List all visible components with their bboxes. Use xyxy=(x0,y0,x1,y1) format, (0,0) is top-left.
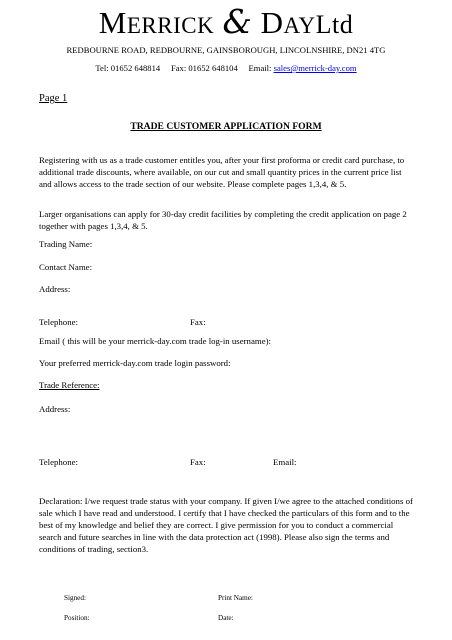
company-logo xyxy=(0,4,452,44)
logo-text: ERRICK xyxy=(126,13,215,38)
logo-letter: D xyxy=(260,5,284,40)
date-label: Date: xyxy=(218,614,234,622)
intro-paragraph: Registering with us as a trade customer entitles you, after your first proforma or credit card purchase, to additional trade discounts, where available, on our cut and small quantity prices in the current price list and allows access to the trade section of our website. Please complete pages 1,3,4, & 5. xyxy=(39,155,405,189)
credit-paragraph: Larger organisations can apply for 30-day credit facilities by completing the credit application on page 2 together with pages 1,3,4, & 5. xyxy=(39,209,407,231)
form-title: TRADE CUSTOMER APPLICATION FORM xyxy=(130,121,322,132)
position-label: Position: xyxy=(64,614,90,622)
email-label: Email: xyxy=(248,63,272,73)
telephone-label: Telephone: xyxy=(39,317,78,327)
signed-label: Signed: xyxy=(64,594,86,602)
company-contact-line xyxy=(0,63,452,73)
telephone-number: Tel: 01652 648814 xyxy=(95,63,161,73)
reference-email-label: Email: xyxy=(273,457,297,467)
contact-name-label: Contact Name: xyxy=(39,262,93,272)
logo-ampersand: & xyxy=(222,2,253,41)
logo-text: AY xyxy=(283,13,316,38)
logo-letter: M xyxy=(98,5,127,40)
trading-name-label: Trading Name: xyxy=(39,239,93,249)
declaration-paragraph: Declaration: I/we request trade status with your company. If given I/we agree to the attached conditions of sale which I have read and understood. I certify that I have checked the particulars of this form and to the best of my knowledge and belief they are correct. I give permission for you to conduct a commercial search and future searches in line with the data protection act (1998). Please also sign the terms and conditions of trading, section3. xyxy=(39,496,413,554)
reference-fax-label: Fax: xyxy=(190,457,206,467)
address-label: Address: xyxy=(39,284,71,294)
trade-reference-heading: Trade Reference: xyxy=(39,380,100,390)
fax-number: Fax: 01652 648104 xyxy=(170,63,238,73)
fax-label: Fax: xyxy=(190,317,206,327)
email-login-label: Email ( this will be your merrick-day.com trade log-in username): xyxy=(39,336,271,346)
reference-telephone-label: Telephone: xyxy=(39,457,78,467)
email-link[interactable]: sales@merrick-day.com xyxy=(273,63,357,73)
password-label: Your preferred merrick-day.com trade login password: xyxy=(39,358,231,368)
reference-address-label: Address: xyxy=(39,404,71,414)
page-number: Page 1 xyxy=(39,93,68,104)
company-address: REDBOURNE ROAD, REDBOURNE, GAINSBOROUGH, LINCOLNSHIRE, DN21 4TG xyxy=(66,45,386,55)
print-name-label: Print Name: xyxy=(218,594,253,602)
logo-suffix: Ltd xyxy=(315,10,354,39)
